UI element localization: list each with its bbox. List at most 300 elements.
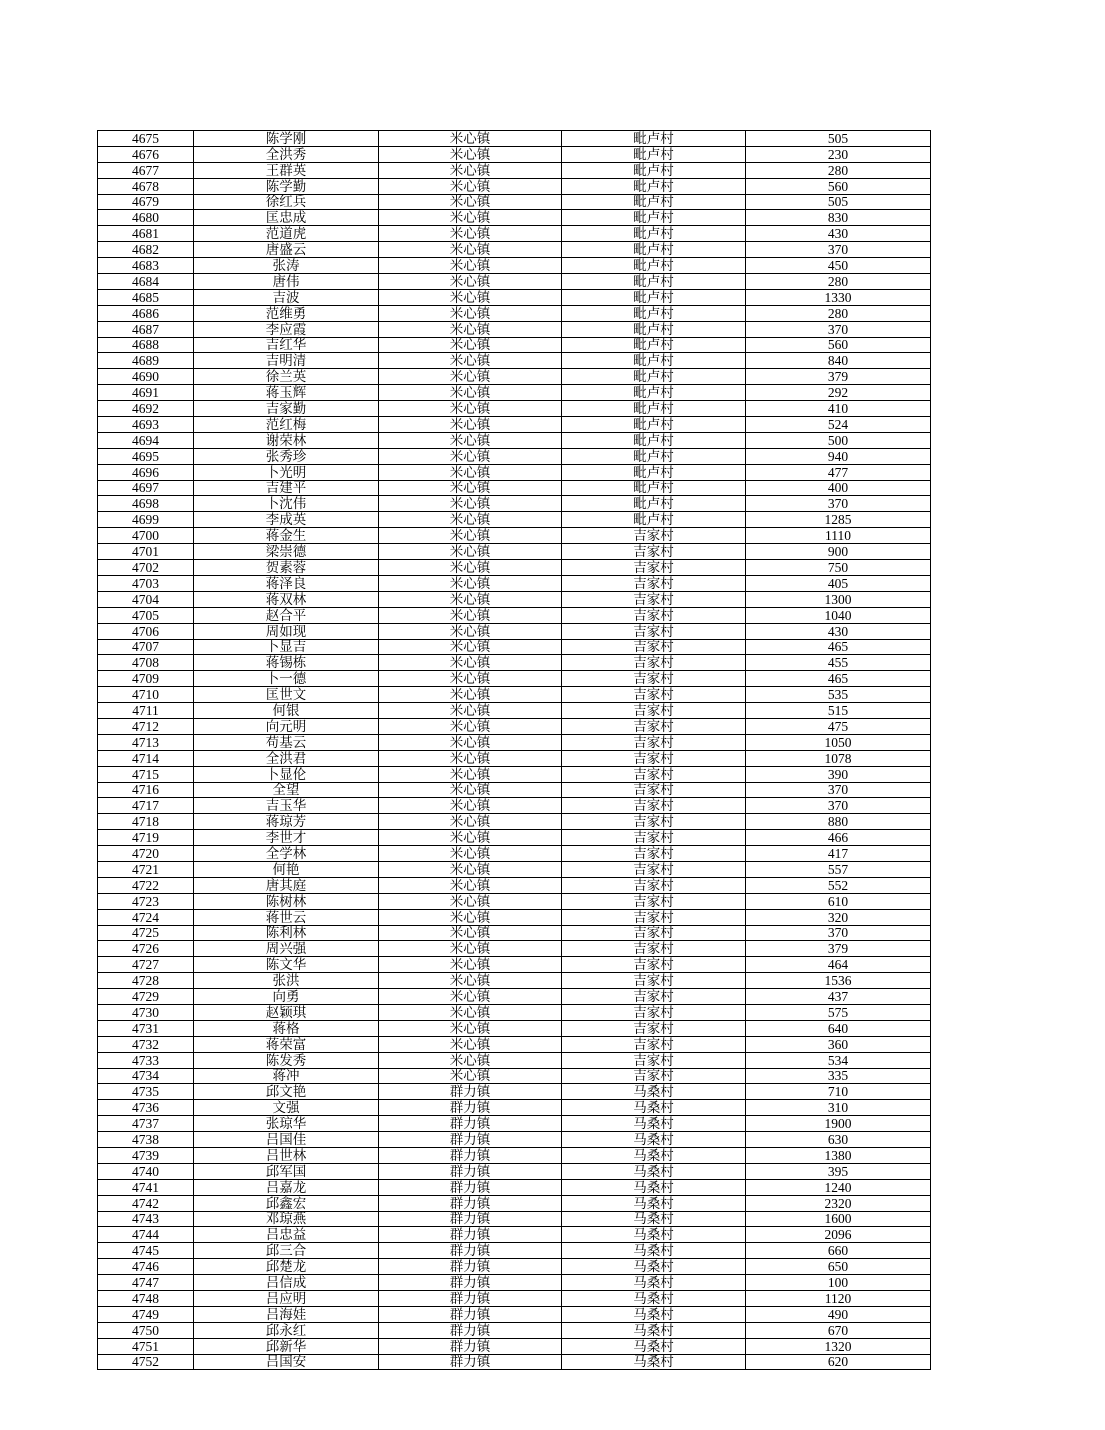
table-row <box>98 432 931 448</box>
village-cell: 吉家村 <box>562 814 746 830</box>
table-row <box>98 846 931 862</box>
serial-number-cell: 4738 <box>98 1132 194 1148</box>
amount-cell: 940 <box>746 448 931 464</box>
table-row <box>98 1148 931 1164</box>
town-cell: 米心镇 <box>379 846 562 862</box>
serial-number-cell: 4675 <box>98 131 194 147</box>
village-cell: 毗卢村 <box>562 401 746 417</box>
village-cell: 马桑村 <box>562 1211 746 1227</box>
serial-number-cell: 4731 <box>98 1020 194 1036</box>
amount-cell: 475 <box>746 718 931 734</box>
amount-cell: 390 <box>746 766 931 782</box>
amount-cell: 280 <box>746 274 931 290</box>
table-row <box>98 703 931 719</box>
table-row <box>98 1195 931 1211</box>
town-cell: 米心镇 <box>379 973 562 989</box>
table-row <box>98 480 931 496</box>
amount-cell: 292 <box>746 385 931 401</box>
serial-number-cell: 4680 <box>98 210 194 226</box>
table-row <box>98 417 931 433</box>
town-cell: 米心镇 <box>379 830 562 846</box>
amount-cell: 320 <box>746 909 931 925</box>
village-cell: 吉家村 <box>562 1068 746 1084</box>
town-cell: 米心镇 <box>379 814 562 830</box>
table-row <box>98 353 931 369</box>
table-row <box>98 607 931 623</box>
village-cell: 吉家村 <box>562 1004 746 1020</box>
village-cell: 毗卢村 <box>562 417 746 433</box>
town-cell: 米心镇 <box>379 289 562 305</box>
table-row <box>98 210 931 226</box>
serial-number-cell: 4683 <box>98 258 194 274</box>
name-cell: 全洪秀 <box>194 146 379 162</box>
village-cell: 吉家村 <box>562 1020 746 1036</box>
table-row <box>98 957 931 973</box>
name-cell: 周如现 <box>194 623 379 639</box>
village-cell: 吉家村 <box>562 734 746 750</box>
amount-cell: 437 <box>746 989 931 1005</box>
name-cell: 吉玉华 <box>194 798 379 814</box>
serial-number-cell: 4747 <box>98 1275 194 1291</box>
amount-cell: 840 <box>746 353 931 369</box>
village-cell: 毗卢村 <box>562 353 746 369</box>
amount-cell: 830 <box>746 210 931 226</box>
village-cell: 毗卢村 <box>562 194 746 210</box>
table-row <box>98 1291 931 1307</box>
town-cell: 米心镇 <box>379 1020 562 1036</box>
name-cell: 文强 <box>194 1100 379 1116</box>
name-cell: 吕世林 <box>194 1148 379 1164</box>
amount-cell: 1320 <box>746 1338 931 1354</box>
village-cell: 毗卢村 <box>562 178 746 194</box>
table-row <box>98 782 931 798</box>
name-cell: 卜显吉 <box>194 639 379 655</box>
name-cell: 张秀珍 <box>194 448 379 464</box>
town-cell: 群力镇 <box>379 1132 562 1148</box>
amount-cell: 410 <box>746 401 931 417</box>
name-cell: 向勇 <box>194 989 379 1005</box>
town-cell: 米心镇 <box>379 496 562 512</box>
town-cell: 米心镇 <box>379 464 562 480</box>
table-row <box>98 623 931 639</box>
village-cell: 马桑村 <box>562 1291 746 1307</box>
name-cell: 蒋锡栋 <box>194 655 379 671</box>
village-cell: 吉家村 <box>562 718 746 734</box>
town-cell: 群力镇 <box>379 1211 562 1227</box>
table-row <box>98 560 931 576</box>
village-cell: 吉家村 <box>562 861 746 877</box>
amount-cell: 505 <box>746 131 931 147</box>
name-cell: 李应霞 <box>194 321 379 337</box>
name-cell: 吉波 <box>194 289 379 305</box>
serial-number-cell: 4697 <box>98 480 194 496</box>
table-row <box>98 575 931 591</box>
name-cell: 唐盛云 <box>194 242 379 258</box>
name-cell: 梁崇德 <box>194 544 379 560</box>
serial-number-cell: 4740 <box>98 1163 194 1179</box>
town-cell: 米心镇 <box>379 909 562 925</box>
serial-number-cell: 4745 <box>98 1243 194 1259</box>
amount-cell: 560 <box>746 337 931 353</box>
town-cell: 群力镇 <box>379 1338 562 1354</box>
name-cell: 吕应明 <box>194 1291 379 1307</box>
town-cell: 米心镇 <box>379 1052 562 1068</box>
town-cell: 群力镇 <box>379 1179 562 1195</box>
town-cell: 米心镇 <box>379 194 562 210</box>
name-cell: 陈文华 <box>194 957 379 973</box>
name-cell: 吕国安 <box>194 1354 379 1370</box>
town-cell: 群力镇 <box>379 1100 562 1116</box>
table-row <box>98 1211 931 1227</box>
table-row <box>98 226 931 242</box>
amount-cell: 466 <box>746 830 931 846</box>
village-cell: 马桑村 <box>562 1195 746 1211</box>
amount-cell: 430 <box>746 623 931 639</box>
table-row <box>98 1354 931 1370</box>
town-cell: 米心镇 <box>379 655 562 671</box>
village-cell: 马桑村 <box>562 1354 746 1370</box>
serial-number-cell: 4710 <box>98 687 194 703</box>
name-cell: 吉家勤 <box>194 401 379 417</box>
table-row <box>98 1116 931 1132</box>
town-cell: 米心镇 <box>379 369 562 385</box>
serial-number-cell: 4749 <box>98 1306 194 1322</box>
village-cell: 毗卢村 <box>562 210 746 226</box>
name-cell: 陈学刚 <box>194 131 379 147</box>
name-cell: 唐伟 <box>194 274 379 290</box>
village-cell: 吉家村 <box>562 846 746 862</box>
village-cell: 马桑村 <box>562 1163 746 1179</box>
table-row <box>98 385 931 401</box>
town-cell: 米心镇 <box>379 544 562 560</box>
table-row <box>98 734 931 750</box>
name-cell: 蒋琼芳 <box>194 814 379 830</box>
name-cell: 邱鑫宏 <box>194 1195 379 1211</box>
serial-number-cell: 4709 <box>98 671 194 687</box>
amount-cell: 465 <box>746 639 931 655</box>
name-cell: 全望 <box>194 782 379 798</box>
village-cell: 吉家村 <box>562 766 746 782</box>
amount-cell: 1050 <box>746 734 931 750</box>
serial-number-cell: 4730 <box>98 1004 194 1020</box>
town-cell: 米心镇 <box>379 1004 562 1020</box>
town-cell: 群力镇 <box>379 1291 562 1307</box>
amount-cell: 535 <box>746 687 931 703</box>
serial-number-cell: 4687 <box>98 321 194 337</box>
town-cell: 米心镇 <box>379 480 562 496</box>
town-cell: 米心镇 <box>379 528 562 544</box>
name-cell: 张琼华 <box>194 1116 379 1132</box>
village-cell: 吉家村 <box>562 607 746 623</box>
town-cell: 米心镇 <box>379 337 562 353</box>
amount-cell: 100 <box>746 1275 931 1291</box>
data-table <box>97 130 931 1370</box>
village-cell: 毗卢村 <box>562 226 746 242</box>
serial-number-cell: 4743 <box>98 1211 194 1227</box>
village-cell: 马桑村 <box>562 1116 746 1132</box>
village-cell: 马桑村 <box>562 1243 746 1259</box>
table-row <box>98 798 931 814</box>
town-cell: 群力镇 <box>379 1195 562 1211</box>
amount-cell: 370 <box>746 925 931 941</box>
amount-cell: 280 <box>746 305 931 321</box>
amount-cell: 1330 <box>746 289 931 305</box>
serial-number-cell: 4729 <box>98 989 194 1005</box>
town-cell: 米心镇 <box>379 321 562 337</box>
table-row <box>98 1020 931 1036</box>
table-row <box>98 655 931 671</box>
amount-cell: 620 <box>746 1354 931 1370</box>
name-cell: 蒋金生 <box>194 528 379 544</box>
village-cell: 吉家村 <box>562 655 746 671</box>
village-cell: 吉家村 <box>562 798 746 814</box>
name-cell: 范维勇 <box>194 305 379 321</box>
name-cell: 李世才 <box>194 830 379 846</box>
serial-number-cell: 4678 <box>98 178 194 194</box>
amount-cell: 360 <box>746 1036 931 1052</box>
amount-cell: 430 <box>746 226 931 242</box>
village-cell: 马桑村 <box>562 1338 746 1354</box>
table-row <box>98 162 931 178</box>
town-cell: 米心镇 <box>379 417 562 433</box>
name-cell: 何银 <box>194 703 379 719</box>
name-cell: 蒋格 <box>194 1020 379 1036</box>
village-cell: 毗卢村 <box>562 432 746 448</box>
village-cell: 毗卢村 <box>562 146 746 162</box>
village-cell: 吉家村 <box>562 544 746 560</box>
village-cell: 吉家村 <box>562 687 746 703</box>
serial-number-cell: 4679 <box>98 194 194 210</box>
name-cell: 蒋双林 <box>194 591 379 607</box>
amount-cell: 465 <box>746 671 931 687</box>
amount-cell: 2096 <box>746 1227 931 1243</box>
village-cell: 毗卢村 <box>562 258 746 274</box>
table-row <box>98 321 931 337</box>
amount-cell: 477 <box>746 464 931 480</box>
name-cell: 唐其庭 <box>194 877 379 893</box>
village-cell: 马桑村 <box>562 1306 746 1322</box>
amount-cell: 370 <box>746 782 931 798</box>
village-cell: 吉家村 <box>562 893 746 909</box>
table-row <box>98 448 931 464</box>
serial-number-cell: 4750 <box>98 1322 194 1338</box>
village-cell: 吉家村 <box>562 1036 746 1052</box>
village-cell: 毗卢村 <box>562 162 746 178</box>
serial-number-cell: 4707 <box>98 639 194 655</box>
town-cell: 米心镇 <box>379 448 562 464</box>
amount-cell: 1300 <box>746 591 931 607</box>
town-cell: 米心镇 <box>379 258 562 274</box>
village-cell: 吉家村 <box>562 877 746 893</box>
serial-number-cell: 4746 <box>98 1259 194 1275</box>
serial-number-cell: 4695 <box>98 448 194 464</box>
table-row <box>98 925 931 941</box>
village-cell: 毗卢村 <box>562 512 746 528</box>
serial-number-cell: 4736 <box>98 1100 194 1116</box>
table-row <box>98 1036 931 1052</box>
amount-cell: 880 <box>746 814 931 830</box>
serial-number-cell: 4712 <box>98 718 194 734</box>
town-cell: 米心镇 <box>379 877 562 893</box>
town-cell: 米心镇 <box>379 607 562 623</box>
name-cell: 邱楚龙 <box>194 1259 379 1275</box>
table-row <box>98 496 931 512</box>
serial-number-cell: 4741 <box>98 1179 194 1195</box>
village-cell: 毗卢村 <box>562 496 746 512</box>
amount-cell: 500 <box>746 432 931 448</box>
table-row <box>98 1100 931 1116</box>
serial-number-cell: 4688 <box>98 337 194 353</box>
table-row <box>98 750 931 766</box>
serial-number-cell: 4726 <box>98 941 194 957</box>
name-cell: 陈发秀 <box>194 1052 379 1068</box>
name-cell: 卜一德 <box>194 671 379 687</box>
village-cell: 毗卢村 <box>562 274 746 290</box>
town-cell: 米心镇 <box>379 861 562 877</box>
amount-cell: 379 <box>746 369 931 385</box>
serial-number-cell: 4722 <box>98 877 194 893</box>
serial-number-cell: 4718 <box>98 814 194 830</box>
town-cell: 米心镇 <box>379 782 562 798</box>
village-cell: 吉家村 <box>562 830 746 846</box>
name-cell: 匡忠成 <box>194 210 379 226</box>
serial-number-cell: 4676 <box>98 146 194 162</box>
village-cell: 毗卢村 <box>562 289 746 305</box>
amount-cell: 1900 <box>746 1116 931 1132</box>
table-row <box>98 687 931 703</box>
serial-number-cell: 4737 <box>98 1116 194 1132</box>
town-cell: 米心镇 <box>379 798 562 814</box>
town-cell: 米心镇 <box>379 687 562 703</box>
serial-number-cell: 4694 <box>98 432 194 448</box>
village-cell: 马桑村 <box>562 1100 746 1116</box>
name-cell: 吉明清 <box>194 353 379 369</box>
town-cell: 米心镇 <box>379 1036 562 1052</box>
town-cell: 米心镇 <box>379 274 562 290</box>
town-cell: 米心镇 <box>379 178 562 194</box>
town-cell: 米心镇 <box>379 162 562 178</box>
serial-number-cell: 4744 <box>98 1227 194 1243</box>
town-cell: 米心镇 <box>379 353 562 369</box>
serial-number-cell: 4692 <box>98 401 194 417</box>
table-row <box>98 146 931 162</box>
serial-number-cell: 4682 <box>98 242 194 258</box>
table-row <box>98 274 931 290</box>
name-cell: 赵合平 <box>194 607 379 623</box>
amount-cell: 515 <box>746 703 931 719</box>
town-cell: 群力镇 <box>379 1275 562 1291</box>
table-row <box>98 131 931 147</box>
name-cell: 吕国佳 <box>194 1132 379 1148</box>
village-cell: 毗卢村 <box>562 242 746 258</box>
table-row <box>98 830 931 846</box>
amount-cell: 1536 <box>746 973 931 989</box>
village-cell: 吉家村 <box>562 957 746 973</box>
village-cell: 马桑村 <box>562 1322 746 1338</box>
town-cell: 米心镇 <box>379 385 562 401</box>
village-cell: 吉家村 <box>562 623 746 639</box>
town-cell: 群力镇 <box>379 1116 562 1132</box>
table-row <box>98 1084 931 1100</box>
village-cell: 吉家村 <box>562 909 746 925</box>
name-cell: 吕忠益 <box>194 1227 379 1243</box>
serial-number-cell: 4748 <box>98 1291 194 1307</box>
amount-cell: 379 <box>746 941 931 957</box>
village-cell: 吉家村 <box>562 703 746 719</box>
town-cell: 米心镇 <box>379 639 562 655</box>
table-row <box>98 512 931 528</box>
table-row <box>98 639 931 655</box>
table-row <box>98 1338 931 1354</box>
table-row <box>98 1052 931 1068</box>
village-cell: 毗卢村 <box>562 385 746 401</box>
amount-cell: 1600 <box>746 1211 931 1227</box>
village-cell: 吉家村 <box>562 750 746 766</box>
serial-number-cell: 4714 <box>98 750 194 766</box>
village-cell: 毗卢村 <box>562 337 746 353</box>
village-cell: 吉家村 <box>562 639 746 655</box>
amount-cell: 405 <box>746 575 931 591</box>
table-row <box>98 464 931 480</box>
serial-number-cell: 4724 <box>98 909 194 925</box>
serial-number-cell: 4686 <box>98 305 194 321</box>
amount-cell: 2320 <box>746 1195 931 1211</box>
name-cell: 张洪 <box>194 973 379 989</box>
town-cell: 群力镇 <box>379 1227 562 1243</box>
serial-number-cell: 4708 <box>98 655 194 671</box>
village-cell: 马桑村 <box>562 1148 746 1164</box>
table-row <box>98 194 931 210</box>
name-cell: 吕信成 <box>194 1275 379 1291</box>
table-row <box>98 877 931 893</box>
village-cell: 毗卢村 <box>562 369 746 385</box>
table-row <box>98 973 931 989</box>
name-cell: 蒋世云 <box>194 909 379 925</box>
village-cell: 毗卢村 <box>562 464 746 480</box>
serial-number-cell: 4735 <box>98 1084 194 1100</box>
village-cell: 马桑村 <box>562 1259 746 1275</box>
table-row <box>98 671 931 687</box>
village-cell: 吉家村 <box>562 528 746 544</box>
table-row <box>98 1068 931 1084</box>
serial-number-cell: 4690 <box>98 369 194 385</box>
serial-number-cell: 4713 <box>98 734 194 750</box>
table-row <box>98 544 931 560</box>
amount-cell: 395 <box>746 1163 931 1179</box>
village-cell: 马桑村 <box>562 1227 746 1243</box>
town-cell: 米心镇 <box>379 623 562 639</box>
table-row <box>98 909 931 925</box>
town-cell: 米心镇 <box>379 512 562 528</box>
name-cell: 邱文艳 <box>194 1084 379 1100</box>
name-cell: 范道虎 <box>194 226 379 242</box>
table-row <box>98 1227 931 1243</box>
name-cell: 卜显伦 <box>194 766 379 782</box>
serial-number-cell: 4704 <box>98 591 194 607</box>
table-row <box>98 591 931 607</box>
amount-cell: 310 <box>746 1100 931 1116</box>
village-cell: 吉家村 <box>562 671 746 687</box>
name-cell: 李成英 <box>194 512 379 528</box>
name-cell: 蒋冲 <box>194 1068 379 1084</box>
serial-number-cell: 4689 <box>98 353 194 369</box>
village-cell: 毗卢村 <box>562 480 746 496</box>
town-cell: 米心镇 <box>379 671 562 687</box>
town-cell: 米心镇 <box>379 734 562 750</box>
amount-cell: 505 <box>746 194 931 210</box>
town-cell: 米心镇 <box>379 957 562 973</box>
town-cell: 米心镇 <box>379 703 562 719</box>
